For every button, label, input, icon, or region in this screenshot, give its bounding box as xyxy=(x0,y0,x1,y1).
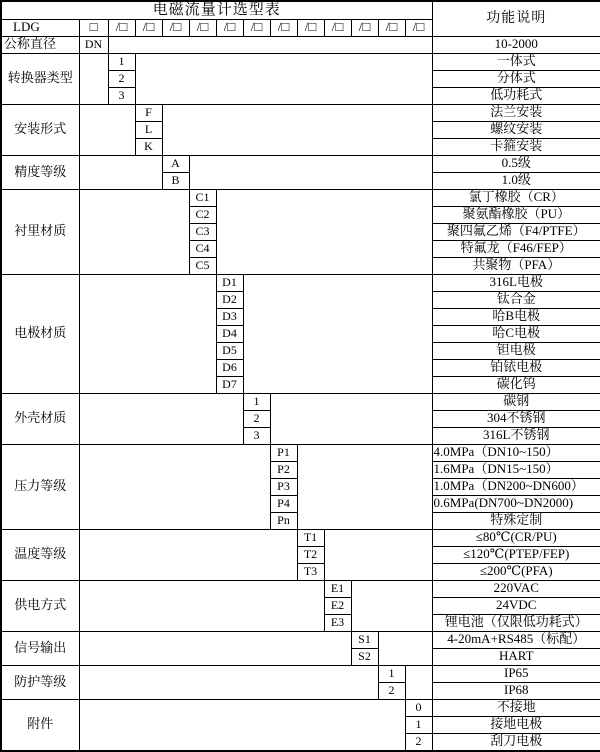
desc-cell: 碳化钨 xyxy=(432,376,600,393)
section-label-安装形式: 安装形式 xyxy=(1,104,79,155)
model-slot-cell: /□ xyxy=(243,19,270,36)
code-cell: P2 xyxy=(270,461,297,478)
table-body xyxy=(1,1,600,751)
code-cell: 1 xyxy=(405,716,432,733)
filler-cell xyxy=(324,529,432,580)
section-label-信号输出: 信号输出 xyxy=(1,631,79,665)
section-label-附件: 附件 xyxy=(1,699,79,751)
code-cell: E2 xyxy=(324,597,351,614)
desc-cell: 哈C电极 xyxy=(432,325,600,342)
desc-cell: 氯丁橡胶（CR） xyxy=(432,189,600,206)
code-cell: Pn xyxy=(270,512,297,529)
code-cell: B xyxy=(162,172,189,189)
desc-cell: 共聚物（PFA） xyxy=(432,257,600,274)
filler-cell xyxy=(79,529,297,580)
code-cell: 0 xyxy=(405,699,432,716)
code-cell: C3 xyxy=(189,223,216,240)
desc-cell: 法兰安装 xyxy=(432,104,600,121)
code-cell: 1 xyxy=(243,393,270,410)
filler-cell xyxy=(79,631,351,665)
desc-cell: 刮刀电极 xyxy=(432,733,600,751)
filler-cell xyxy=(79,580,324,631)
section-label-压力等级: 压力等级 xyxy=(1,444,79,529)
desc-cell: 一体式 xyxy=(432,53,600,70)
filler-cell xyxy=(79,665,378,699)
filler-cell xyxy=(189,155,432,189)
code-cell: E3 xyxy=(324,614,351,631)
desc-cell: 钽电极 xyxy=(432,342,600,359)
section-label-衬里材质: 衬里材质 xyxy=(1,189,79,274)
model-slot-cell: /□ xyxy=(378,19,405,36)
filler-cell xyxy=(351,580,432,631)
desc-cell: 特殊定制 xyxy=(432,512,600,529)
code-cell: D6 xyxy=(216,359,243,376)
code-cell: E1 xyxy=(324,580,351,597)
desc-cell: 1.6MPa（DN15~150） xyxy=(432,461,600,478)
desc-cell: 1.0MPa（DN200~DN600） xyxy=(432,478,600,495)
desc-cell: ≤80℃(CR/PU) xyxy=(432,529,600,546)
code-cell: T1 xyxy=(297,529,324,546)
model-slot-cell: /□ xyxy=(162,19,189,36)
filler-cell xyxy=(79,274,216,393)
desc-cell: 铂铱电极 xyxy=(432,359,600,376)
section-label-防护等级: 防护等级 xyxy=(1,665,79,699)
filler-cell xyxy=(108,36,432,53)
desc-cell: 24VDC xyxy=(432,597,600,614)
desc-cell: ≤120℃(PTEP/FEP) xyxy=(432,546,600,563)
code-cell: L xyxy=(135,121,162,138)
desc-cell: 10-2000 xyxy=(432,36,600,53)
section-label-公称直径: 公称直径 xyxy=(1,36,79,53)
filler-cell xyxy=(79,393,243,444)
code-cell: P1 xyxy=(270,444,297,461)
table-title: 电磁流量计选型表 xyxy=(1,1,432,19)
filler-cell xyxy=(79,189,189,274)
model-slot-cell: /□ xyxy=(405,19,432,36)
desc-cell: 316L电极 xyxy=(432,274,600,291)
code-cell: C1 xyxy=(189,189,216,206)
filler-cell xyxy=(79,104,135,155)
code-cell: C2 xyxy=(189,206,216,223)
code-cell: 2 xyxy=(243,410,270,427)
desc-cell: 316L不锈钢 xyxy=(432,427,600,444)
filler-cell xyxy=(135,53,432,104)
model-slot-cell: /□ xyxy=(189,19,216,36)
filler-cell xyxy=(79,53,108,104)
desc-cell: 特氟龙（F46/FEP） xyxy=(432,240,600,257)
desc-cell: 4-20mA+RS485（标配） xyxy=(432,631,600,648)
model-slot-cell: /□ xyxy=(351,19,378,36)
code-cell: D1 xyxy=(216,274,243,291)
filler-cell xyxy=(216,189,432,274)
section-label-精度等级: 精度等级 xyxy=(1,155,79,189)
code-cell: DN xyxy=(79,36,108,53)
filler-cell xyxy=(79,155,162,189)
desc-header: 功能说明 xyxy=(432,1,600,36)
desc-cell: 分体式 xyxy=(432,70,600,87)
model-slot-cell: /□ xyxy=(297,19,324,36)
code-cell: C5 xyxy=(189,257,216,274)
filler-cell xyxy=(378,631,432,665)
section-label-温度等级: 温度等级 xyxy=(1,529,79,580)
section-label-供电方式: 供电方式 xyxy=(1,580,79,631)
code-cell: D7 xyxy=(216,376,243,393)
code-cell: D5 xyxy=(216,342,243,359)
filler-cell xyxy=(162,104,432,155)
code-cell: 2 xyxy=(378,682,405,699)
model-slot-cell: /□ xyxy=(135,19,162,36)
section-label-外壳材质: 外壳材质 xyxy=(1,393,79,444)
code-cell: 3 xyxy=(243,427,270,444)
desc-cell: 聚氨酯橡胶（PU） xyxy=(432,206,600,223)
desc-cell: 卡箍安装 xyxy=(432,138,600,155)
desc-cell: 不接地 xyxy=(432,699,600,716)
desc-cell: 碳钢 xyxy=(432,393,600,410)
filler-cell xyxy=(270,393,432,444)
code-cell: T3 xyxy=(297,563,324,580)
desc-cell: IP65 xyxy=(432,665,600,682)
section-label-转换器类型: 转换器类型 xyxy=(1,53,79,104)
desc-cell: 304不锈钢 xyxy=(432,410,600,427)
code-cell: P4 xyxy=(270,495,297,512)
code-cell: D3 xyxy=(216,308,243,325)
model-slot-cell: /□ xyxy=(216,19,243,36)
desc-cell: HART xyxy=(432,648,600,665)
desc-cell: 0.5级 xyxy=(432,155,600,172)
model-slot-cell: /□ xyxy=(324,19,351,36)
filler-cell xyxy=(243,274,432,393)
code-cell: 2 xyxy=(405,733,432,751)
code-cell: 2 xyxy=(108,70,135,87)
code-cell: 3 xyxy=(108,87,135,104)
code-cell: C4 xyxy=(189,240,216,257)
desc-cell: 低功耗式 xyxy=(432,87,600,104)
desc-cell: 0.6MPa(DN700~DN2000) xyxy=(432,495,600,512)
code-cell: F xyxy=(135,104,162,121)
code-cell: D2 xyxy=(216,291,243,308)
filler-cell xyxy=(405,665,432,699)
code-cell: 1 xyxy=(378,665,405,682)
filler-cell xyxy=(79,444,270,529)
code-cell: A xyxy=(162,155,189,172)
desc-cell: IP68 xyxy=(432,682,600,699)
code-cell: 1 xyxy=(108,53,135,70)
code-cell: T2 xyxy=(297,546,324,563)
model-slot-cell: /□ xyxy=(270,19,297,36)
code-cell: S1 xyxy=(351,631,378,648)
model-prefix-label: LDG xyxy=(1,19,79,36)
code-cell: P3 xyxy=(270,478,297,495)
desc-cell: 锂电池（仅限低功耗式） xyxy=(432,614,600,631)
desc-cell: 4.0MPa（DN10~150） xyxy=(432,444,600,461)
filler-cell xyxy=(297,444,432,529)
desc-cell: 钛合金 xyxy=(432,291,600,308)
filler-cell xyxy=(79,699,405,751)
code-cell: D4 xyxy=(216,325,243,342)
section-label-电极材质: 电极材质 xyxy=(1,274,79,393)
desc-cell: 聚四氟乙烯（F4/PTFE） xyxy=(432,223,600,240)
desc-cell: 哈B电极 xyxy=(432,308,600,325)
model-slot-cell: /□ xyxy=(108,19,135,36)
code-cell: K xyxy=(135,138,162,155)
desc-cell: 220VAC xyxy=(432,580,600,597)
code-cell: S2 xyxy=(351,648,378,665)
desc-cell: ≤200℃(PFA) xyxy=(432,563,600,580)
desc-cell: 接地电极 xyxy=(432,716,600,733)
desc-cell: 螺纹安装 xyxy=(432,121,600,138)
desc-cell: 1.0级 xyxy=(432,172,600,189)
model-box-cell: □ xyxy=(79,19,108,36)
